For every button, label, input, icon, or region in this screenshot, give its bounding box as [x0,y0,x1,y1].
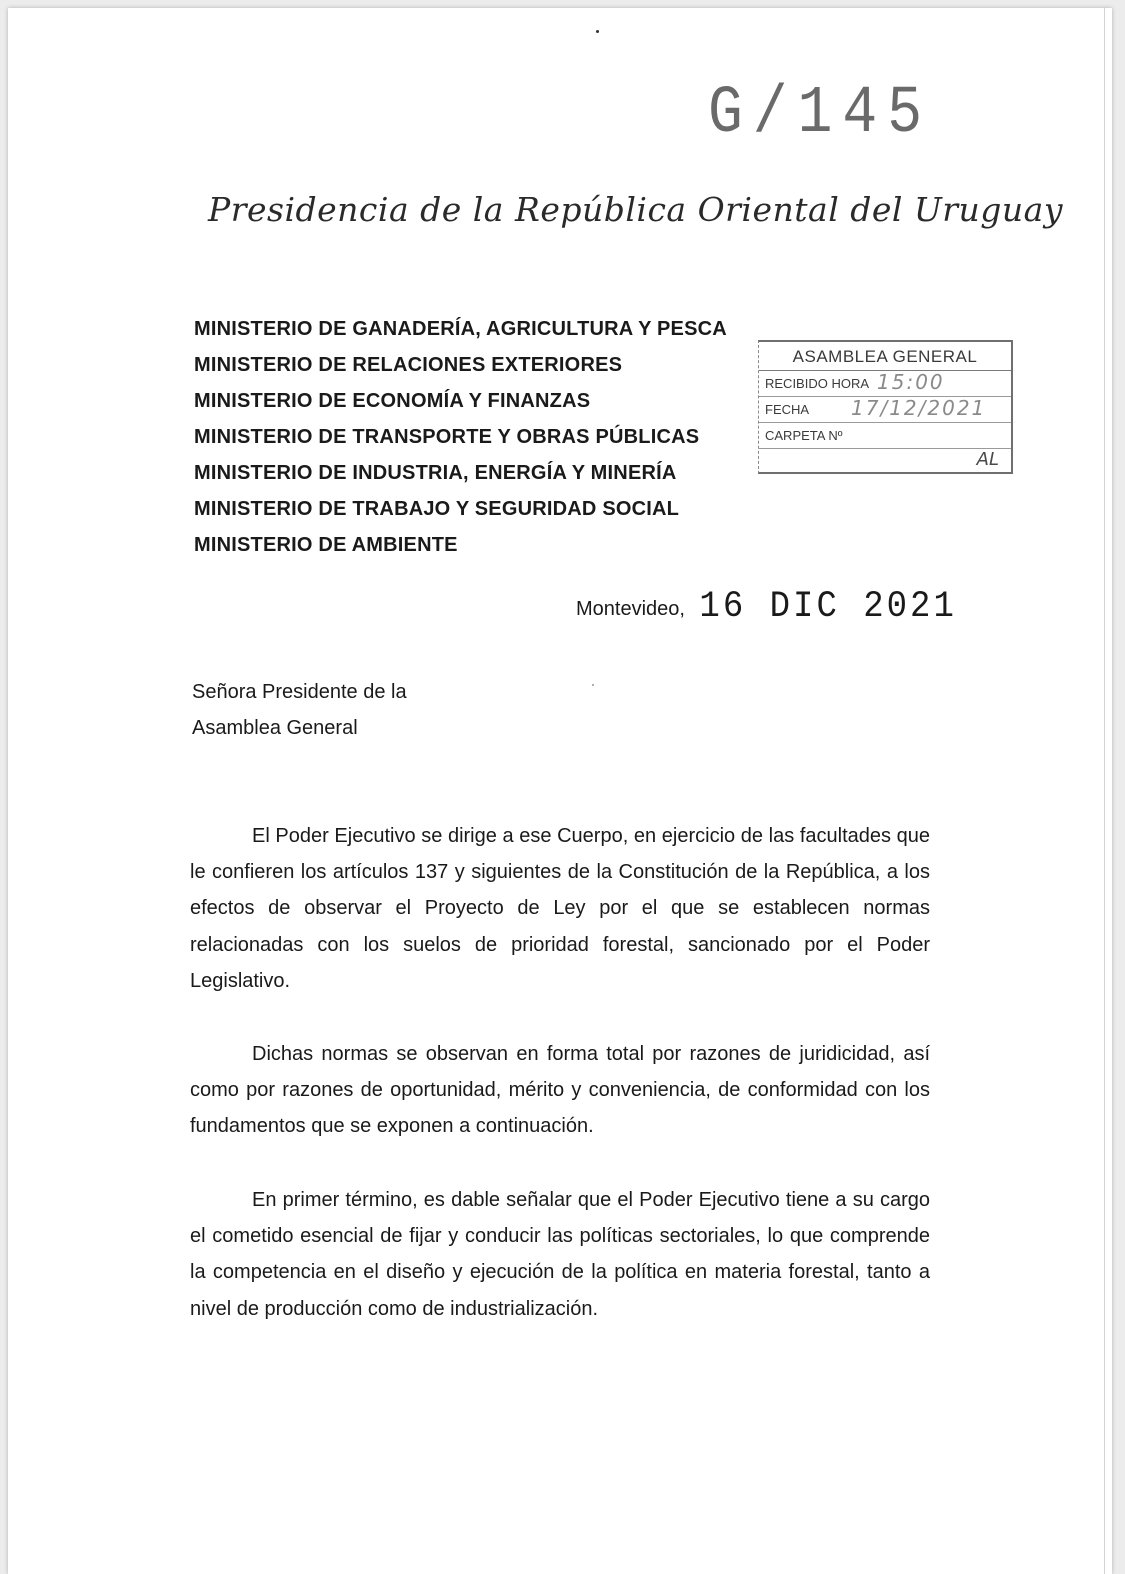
ministry-item: MINISTERIO DE ECONOMÍA Y FINANZAS [194,390,591,412]
ministries-list [194,311,727,563]
stamp-recibido-label: RECIBIDO HORA [765,376,870,391]
ministry-item: MINISTERIO DE GANADERÍA, AGRICULTURA Y PESCA [194,318,727,340]
ministry-item: MINISTERIO DE AMBIENTE [194,534,458,556]
recipient-line: Señora Presidente de la [192,681,407,703]
reception-stamp [758,340,1013,474]
speck-mark [596,30,599,33]
stamp-initials: AL [976,449,999,470]
body-paragraph: El Poder Ejecutivo se dirige a ese Cuerpo, en ejercicio de las facultades que le confieren los artículos 137 y siguientes de la Constitución de la República, a los efectos de observar el Proyecto de Ley por el que se establecen normas relacionadas con los suelos de prioridad forestal, sancionado por el Poder Legislativo. [190,825,930,992]
ministry-item: MINISTERIO DE TRABAJO Y SEGURIDAD SOCIAL [194,498,680,520]
stamp-fecha-label: FECHA [765,402,810,417]
letterhead-title: Presidencia de la República Oriental del Uruguay [208,190,1063,229]
date-city: Montevideo, [576,598,685,620]
date-stamp: 16 DIC 2021 [699,586,957,628]
body-paragraph: En primer término, es dable señalar que el Poder Ejecutivo tiene a su cargo el cometido esencial de fijar y conducir las políticas sectoriales, lo que comprende la competencia en el diseño y ejecución de la política en materia forestal, tanto a nivel de producción como de industrialización. [190,1189,930,1320]
stamp-recibido-value: 15:00 [877,370,945,394]
date-line [576,588,957,626]
page-edge-line [1104,8,1105,1574]
file-number-stamp: G/145 [708,77,933,152]
stamp-fecha-value: 17/12/2021 [851,396,987,420]
stamp-row-carpeta [759,423,1011,449]
speck-mark [592,684,594,686]
stamp-carpeta-label: CARPETA Nº [765,428,843,443]
stamp-row-fecha [759,397,1011,423]
ministry-item: MINISTERIO DE TRANSPORTE Y OBRAS PÚBLICAS [194,426,700,448]
stamp-row-recibido [759,371,1011,397]
body-paragraph: Dichas normas se observan en forma total por razones de juridicidad, así como por razones de oportunidad, mérito y conveniencia, de conformidad con los fundamentos que se exponen a continuación. [190,1043,930,1138]
ministry-item: MINISTERIO DE INDUSTRIA, ENERGÍA Y MINERÍA [194,462,677,484]
ministry-item: MINISTERIO DE RELACIONES EXTERIORES [194,354,623,376]
recipient-line: Asamblea General [192,717,358,739]
document-page [8,8,1112,1574]
stamp-title: ASAMBLEA GENERAL [759,342,1011,371]
recipient-block [192,674,407,746]
